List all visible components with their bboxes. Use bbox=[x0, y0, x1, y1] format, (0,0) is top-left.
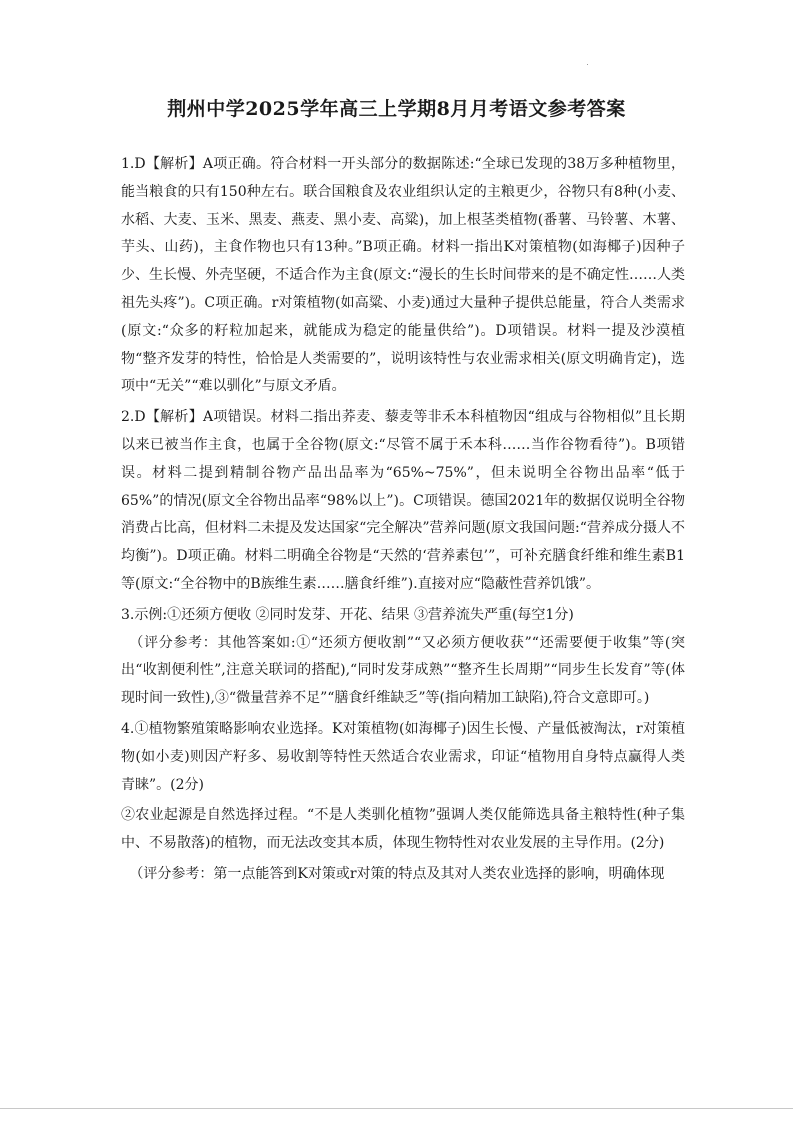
page-title: 荆州中学2025学年高三上学期8月月考语文参考答案 bbox=[167, 98, 626, 120]
scan-dot bbox=[587, 64, 588, 65]
answer-paragraph-4b: ②农业起源是自然选择过程。“不是人类驯化植物”强调人类仅能筛选具备主粮特性(种子集中、不易散落)的植物，而无法改变其本质，体现生物特性对农业发展的主导作用。(2分) bbox=[121, 807, 685, 852]
scoring-note-3: （评分参考：其他答案如:①“还须方便收割”“又必须方便收获”“还需要便于收集”等(突出“收割便利性”,注意关联词的搭配),“同时发芽成熟”“整齐生长周期”“同步生长发育”等(体现时间一致性),③“微量营养不足”“膳食纤维缺乏”等(指向精加工缺陷),符合文意即可。) bbox=[121, 634, 685, 707]
answer-content bbox=[121, 151, 685, 889]
answer-paragraph-1: 1.D【解析】A项正确。符合材料一开头部分的数据陈述:“全球已发现的38万多种植物里，能当粮食的只有150种左右。联合国粮食及农业组织认定的主粮更少，谷物只有8种(小麦、水稻、大麦、玉米、黑麦、燕麦、黑小麦、高粱)，加上根茎类植物(番薯、马铃薯、木薯、芋头、山药)，主食作物也只有13种。”B项正确。材料一指出K对策植物(如海椰子)因种子少、生长慢、外壳坚硬，不适合作为主食(原文:“漫长的生长时间带来的是不确定性……人类祖先头疼”)。C项正确。r对策植物(如高粱、小麦)通过大量种子提供总能量，符合人类需求(原文:“众多的籽粒加起来，就能成为稳定的能量供给”)。D项错误。材料一提及沙漠植物“整齐发芽的特性，恰恰是人类需要的”，说明该特性与农业需求相关(原文明确肯定)，选项中“无关”“难以驯化”与原文矛盾。 bbox=[121, 156, 685, 395]
scoring-note-4: （评分参考：第一点能答到K对策或r对策的特点及其对人类农业选择的影响，明确体现 bbox=[129, 865, 665, 882]
answer-paragraph-2: 2.D【解析】A项错误。材料二指出荞麦、藜麦等非禾本科植物因“组成与谷物相似”且长期以来已被当作主食，也属于全谷物(原文:“尽管不属于禾本科……当作谷物看待”)。B项错误。材料二提到精制谷物产品出品率为“65%~75%”，但未说明全谷物出品率“低于65%”的情况(原文全谷物出品率“98%以上”)。C项错误。德国2021年的数据仅说明全谷物消费占比高，但材料二未提及发达国家“完全解决”营养问题(原文我国问题:“营养成分摄人不均衡”)。D项正确。材料二明确全谷物是“天然的‘营养素包’”，可补充膳食纤维和维生素B1等(原文:“全谷物中的B族维生素……膳食纤维”).直接对应“隐蔽性营养饥饿”。 bbox=[121, 409, 685, 592]
page-bottom-rule bbox=[0, 1108, 793, 1109]
answer-paragraph-4a: 4.①植物繁殖策略影响农业选择。K对策植物(如海椰子)因生长慢、产量低被淘汰，r对策植物(如小麦)则因产籽多、易收割等特性天然适合农业需求，印证“植物用自身特点赢得人类青睐”。(2分) bbox=[121, 720, 685, 793]
answer-paragraph-3: 3.示例:①还须方便收 ②同时发芽、开花、结果 ③营养流失严重(每空1分) bbox=[121, 606, 574, 623]
